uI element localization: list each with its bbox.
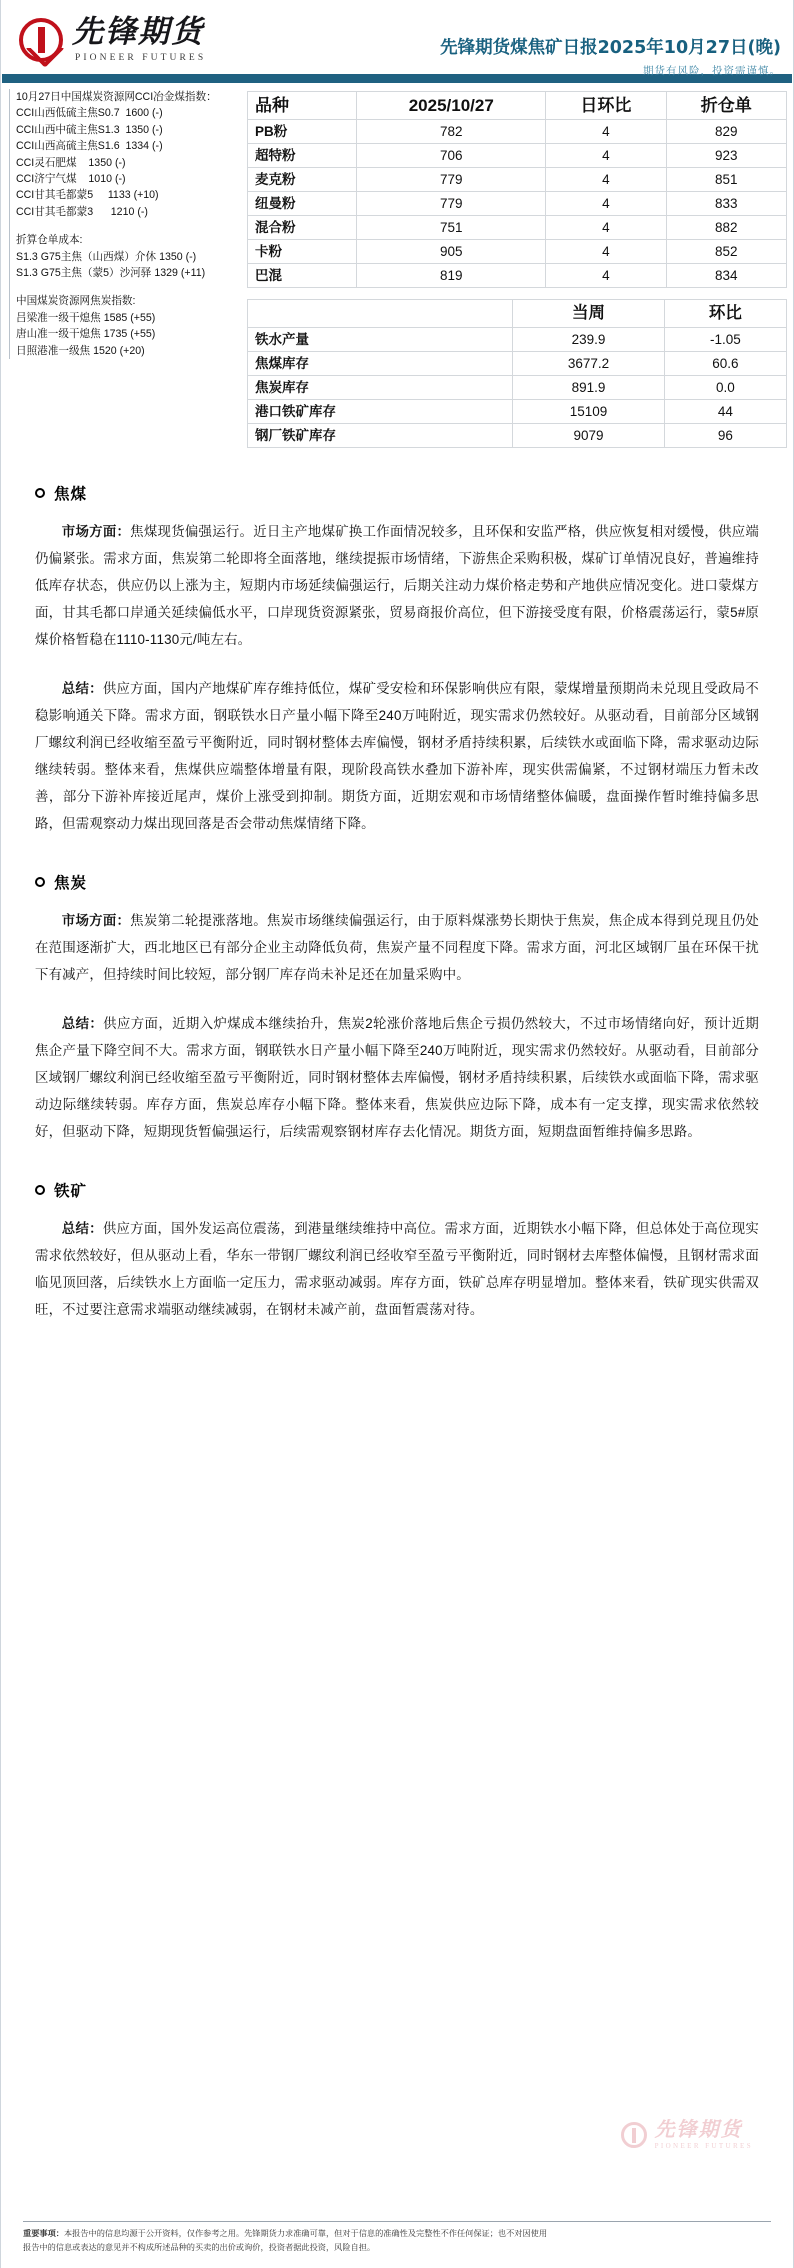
list-item xyxy=(16,171,241,187)
list-item xyxy=(16,155,241,171)
table-row xyxy=(248,264,787,288)
table-row xyxy=(248,144,787,168)
cell-warrant: 852 xyxy=(666,240,786,264)
warrant-change: (+11) xyxy=(180,267,206,280)
cell-week: 9079 xyxy=(513,424,665,448)
divider-space xyxy=(16,220,241,232)
cell-price: 905 xyxy=(357,240,546,264)
coke-label: 日照港准一级焦 xyxy=(16,344,91,357)
tables-panel xyxy=(247,89,787,448)
coke-heading: 中国煤炭资源网焦炭指数: xyxy=(16,295,136,308)
cell-metric: 焦煤库存 xyxy=(248,352,513,376)
footer-line-1 xyxy=(23,2228,771,2240)
brand-logo xyxy=(19,12,206,64)
cci-heading: 10月27日中国煤炭资源网CCI冶金煤指数： xyxy=(16,91,217,103)
header-titles xyxy=(440,12,785,78)
section-coking-coal xyxy=(35,482,759,837)
cell-metric: 钢厂铁矿库存 xyxy=(248,424,513,448)
cell-variety: PB粉 xyxy=(248,120,357,144)
cell-price: 779 xyxy=(357,192,546,216)
table-row xyxy=(248,352,787,376)
footer-divider xyxy=(23,2221,771,2222)
cell-warrant: 923 xyxy=(666,144,786,168)
paragraph xyxy=(35,1010,759,1145)
paragraph xyxy=(35,675,759,837)
cci-label: CCI济宁气煤 xyxy=(16,173,77,186)
coke-change: (+55) xyxy=(130,328,156,341)
cell-daily: 4 xyxy=(546,216,666,240)
cell-week: 3677.2 xyxy=(513,352,665,376)
cell-price: 779 xyxy=(357,168,546,192)
list-item xyxy=(16,249,241,265)
watermark xyxy=(621,2119,753,2150)
paragraph-lead: 总结： xyxy=(61,1016,104,1031)
cell-warrant: 882 xyxy=(666,216,786,240)
table-header-row xyxy=(248,300,787,328)
watermark-text xyxy=(655,2119,753,2150)
paragraph-lead: 总结： xyxy=(61,1221,103,1236)
warrant-label: S1.3 G75主焦（山西煤）介休 xyxy=(16,250,157,263)
paragraph-text: 供应方面，国内产地煤矿库存维持低位，煤矿受安检和环保影响供应有限，蒙煤增量预期尚未兑现且受政局不稳影响通关下降。需求方面，钢联铁水日产量小幅下降至240万吨附近，现实需求仍然较好。从驱动看，目前部分区域钢厂螺纹利润已经收缩至盈亏平衡附近，同时钢材整体去库偏慢，钢材矛盾持续积累，后续铁水或面临下降，需求驱动边际继续转弱。整体来看，焦煤供应端整体增量有限，现阶段高铁水叠加下游补库，现实供需偏紧，不过钢材端压力暂未改善，部分下游补库接近尾声，煤价上涨受到抑制。期货方面，近期宏观和市场情绪整体偏暖，盘面操作暂时维持偏多思路，但需观察动力煤出现回落是否会带动焦煤情绪下降。 xyxy=(35,681,759,831)
page-subtitle: 期货有风险，投资需谨慎。 xyxy=(643,65,781,77)
list-item xyxy=(16,187,241,203)
warrant-label: S1.3 G75主焦（蒙5）沙河驿 xyxy=(16,267,152,280)
cell-daily: 4 xyxy=(546,240,666,264)
brand-name-cn: 先锋期货 xyxy=(72,14,204,50)
warrant-value: 1329 xyxy=(154,267,178,280)
coke-index-block xyxy=(16,293,241,359)
cell-variety: 巴混 xyxy=(248,264,357,288)
cci-label: CCI山西高硫主焦S1.6 xyxy=(16,140,120,153)
data-zone xyxy=(1,83,793,452)
paragraph xyxy=(35,1215,759,1323)
section-title: 焦煤 xyxy=(54,486,88,503)
cell-week: 891.9 xyxy=(513,376,665,400)
table-row xyxy=(248,168,787,192)
weekly-stats-table xyxy=(247,299,787,448)
cci-label: CCI山西中硫主焦S1.3 xyxy=(16,123,120,136)
warrant-change: (-) xyxy=(185,250,197,263)
cci-value: 1210 xyxy=(110,205,135,218)
watermark-name-cn: 先锋期货 xyxy=(654,2117,743,2141)
col-header-blank xyxy=(248,300,513,328)
cell-warrant: 834 xyxy=(666,264,786,288)
cell-wow: 60.6 xyxy=(664,352,786,376)
cell-wow: 96 xyxy=(664,424,786,448)
paragraph-lead: 市场方面： xyxy=(61,913,131,928)
table-row xyxy=(248,328,787,352)
paragraph-lead: 总结： xyxy=(61,681,103,696)
bullet-icon xyxy=(35,877,45,887)
col-header-date: 2025/10/27 xyxy=(357,92,546,120)
cci-value: 1010 xyxy=(88,173,112,186)
cci-change: (+10) xyxy=(133,189,159,202)
table-header-row xyxy=(248,92,787,120)
coke-change: (+55) xyxy=(130,311,156,324)
section-title: 铁矿 xyxy=(54,1183,88,1200)
table-row xyxy=(248,120,787,144)
cci-change: (-) xyxy=(152,140,163,153)
page-footer xyxy=(1,2211,793,2268)
table-row xyxy=(248,400,787,424)
section-coke xyxy=(35,871,759,1145)
col-header-week: 当周 xyxy=(513,300,665,328)
paragraph-lead: 市场方面： xyxy=(61,524,131,539)
bullet-icon xyxy=(35,488,45,498)
col-header-variety: 品种 xyxy=(248,92,357,120)
cell-variety: 麦克粉 xyxy=(248,168,357,192)
cci-change: (-) xyxy=(152,123,163,136)
cell-warrant: 851 xyxy=(666,168,786,192)
list-item xyxy=(16,105,241,121)
section-heading xyxy=(35,871,759,893)
list-item xyxy=(16,265,241,281)
cci-value: 1350 xyxy=(88,156,112,169)
cell-price: 751 xyxy=(357,216,546,240)
section-iron-ore xyxy=(35,1179,759,1323)
warrant-value: 1350 xyxy=(159,250,183,263)
col-header-daily-change: 日环比 xyxy=(546,92,666,120)
coke-value: 1735 xyxy=(103,328,128,341)
col-header-warrant: 折仓单 xyxy=(666,92,786,120)
cci-label: CCI甘其毛都蒙3 xyxy=(16,205,94,218)
cell-wow: 0.0 xyxy=(664,376,786,400)
iron-ore-price-table xyxy=(247,91,787,288)
cell-daily: 4 xyxy=(546,120,666,144)
table-row xyxy=(248,376,787,400)
section-heading xyxy=(35,482,759,504)
cell-variety: 纽曼粉 xyxy=(248,192,357,216)
cell-daily: 4 xyxy=(546,192,666,216)
warrant-cost-block xyxy=(16,232,241,281)
cell-week: 15109 xyxy=(513,400,665,424)
paragraph xyxy=(35,907,759,988)
cell-price: 706 xyxy=(357,144,546,168)
cell-wow: 44 xyxy=(664,400,786,424)
cci-block xyxy=(16,89,241,220)
paragraph-text: 焦煤现货偏强运行。近日主产地煤矿换工作面情况较多，且环保和安监严格，供应恢复相对缓慢，供应端仍偏紧张。需求方面，焦炭第二轮即将全面落地，继续提振市场情绪，下游焦企采购积极，煤矿订单情况良好，普遍维持低库存状态，供应仍以上涨为主，短期内市场延续偏强运行，后期关注动力煤价格走势和产地供应情况变化。进口蒙煤方面，甘其毛都口岸通关延续偏低水平，口岸现货资源紧张，贸易商报价高位，但下游接受度有限，价格震荡运行，蒙5#原煤价格暂稳在1110-1130元/吨左右。 xyxy=(35,524,760,647)
cell-warrant: 833 xyxy=(666,192,786,216)
cell-price: 782 xyxy=(357,120,546,144)
table-row xyxy=(248,424,787,448)
list-item xyxy=(16,204,241,220)
cell-price: 819 xyxy=(357,264,546,288)
report-body xyxy=(1,452,793,1367)
brand-name-en: PIONEER FUTURES xyxy=(75,53,207,63)
cell-daily: 4 xyxy=(546,168,666,192)
section-title: 焦炭 xyxy=(54,875,88,892)
section-heading xyxy=(35,1179,759,1201)
list-item xyxy=(16,310,241,326)
cell-wow: -1.05 xyxy=(664,328,786,352)
cci-change: (-) xyxy=(114,173,126,186)
list-item xyxy=(16,326,241,342)
brand-text xyxy=(72,14,207,64)
bullet-icon xyxy=(35,1185,45,1195)
cci-value: 1350 xyxy=(125,123,150,136)
list-item xyxy=(16,343,241,359)
table-gap xyxy=(247,288,787,299)
paragraph xyxy=(35,518,759,653)
coke-label: 唐山准一级干熄焦 xyxy=(16,328,101,341)
coke-value: 1520 xyxy=(93,344,117,357)
cci-label: CCI山西低硫主焦S0.7 xyxy=(16,107,120,120)
cell-daily: 4 xyxy=(546,144,666,168)
cci-change: (-) xyxy=(114,156,126,169)
cci-change: (-) xyxy=(137,205,148,218)
cell-metric: 港口铁矿库存 xyxy=(248,400,513,424)
cci-value: 1600 xyxy=(125,107,150,120)
cell-week: 239.9 xyxy=(513,328,665,352)
cell-daily: 4 xyxy=(546,264,666,288)
watermark-logo-icon xyxy=(621,2122,647,2148)
paragraph-text: 焦炭第二轮提涨落地。焦炭市场继续偏强运行，由于原料煤涨势长期快于焦炭，焦企成本得到兑现且仍处在范围逐渐扩大，西北地区已有部分企业主动降低负荷，焦炭产量不同程度下降。需求方面，河北区域钢厂虽在环保干扰下有减产，但持续时间比较短，部分钢厂库存尚未补足还在加量采购中。 xyxy=(35,913,760,982)
cell-variety: 卡粉 xyxy=(248,240,357,264)
footer-label: 重要事项： xyxy=(23,2229,64,2238)
table-row xyxy=(248,192,787,216)
coke-change: (+20) xyxy=(119,344,145,357)
watermark-name-en: PIONEER FUTURES xyxy=(654,2142,753,2150)
cci-label: CCI甘其毛都蒙5 xyxy=(16,189,94,202)
list-item xyxy=(16,138,241,154)
index-panel xyxy=(9,89,241,359)
page-title: 先锋期货煤焦矿日报2025年10月27日(晚) xyxy=(440,38,781,58)
paragraph-text: 供应方面，近期入炉煤成本继续抬升，焦炭2轮涨价落地后焦企亏损仍然较大，不过市场情绪向好，预计近期焦企产量下降空间不大。需求方面，钢联铁水日产量小幅下降至240万吨附近，现实需求仍然较好。从驱动看，目前部分区域钢厂螺纹利润已经收缩至盈亏平衡附近，同时钢材整体去库偏慢，钢材矛盾持续积累，后续铁水或面临下降，需求驱动边际继续转弱。库存方面，焦炭总库存小幅下降。整体来看，焦炭供应边际下降，成本有一定支撑，现实需求依然较好，但驱动下降，短期现货暂偏强运行，后续需观察钢材库存去化情况。期货方面，短期盘面暂维持偏多思路。 xyxy=(35,1016,759,1139)
coke-label: 吕梁准一级干熄焦 xyxy=(16,311,101,324)
cell-variety: 混合粉 xyxy=(248,216,357,240)
cci-value: 1133 xyxy=(107,189,131,202)
list-item xyxy=(16,122,241,138)
footer-text-1: 本报告中的信息均源于公开资料，仅作参考之用。先锋期货力求准确可靠，但对于信息的准确性及完整性不作任何保证；也不对因使用 xyxy=(63,2229,548,2238)
page-header xyxy=(1,0,793,77)
table-row xyxy=(248,240,787,264)
cell-warrant: 829 xyxy=(666,120,786,144)
pioneer-circle-logo-icon xyxy=(19,18,63,62)
footer-line-2: 报告中的信息或表达的意见并不构成所述品种的买卖的出价或询价，投资者据此投资，风险自担。 xyxy=(23,2243,376,2252)
paragraph-text: 供应方面，国外发运高位震荡，到港量继续维持中高位。需求方面，近期铁水小幅下降，但总体处于高位现实需求依然较好，但从驱动上看，华东一带钢厂螺纹利润已经收窄至盈亏平衡附近，同时钢材去库整体偏慢，且钢材需求面临见顶回落，后续铁水上方面临一定压力，需求驱动减弱。库存方面，铁矿总库存明显增加。整体来看，铁矿现实供需双旺，不过要注意需求端驱动继续减弱，在钢材未减产前，盘面暂震荡对待。 xyxy=(35,1221,759,1317)
divider-space xyxy=(16,281,241,293)
warrant-heading: 折算仓单成本: xyxy=(16,234,83,247)
cci-change: (-) xyxy=(152,107,163,120)
col-header-wow: 环比 xyxy=(664,300,786,328)
coke-value: 1585 xyxy=(103,311,128,324)
table-row xyxy=(248,216,787,240)
cell-metric: 焦炭库存 xyxy=(248,376,513,400)
cell-metric: 铁水产量 xyxy=(248,328,513,352)
cci-label: CCI灵石肥煤 xyxy=(16,156,77,169)
cci-value: 1334 xyxy=(125,140,150,153)
cell-variety: 超特粉 xyxy=(248,144,357,168)
